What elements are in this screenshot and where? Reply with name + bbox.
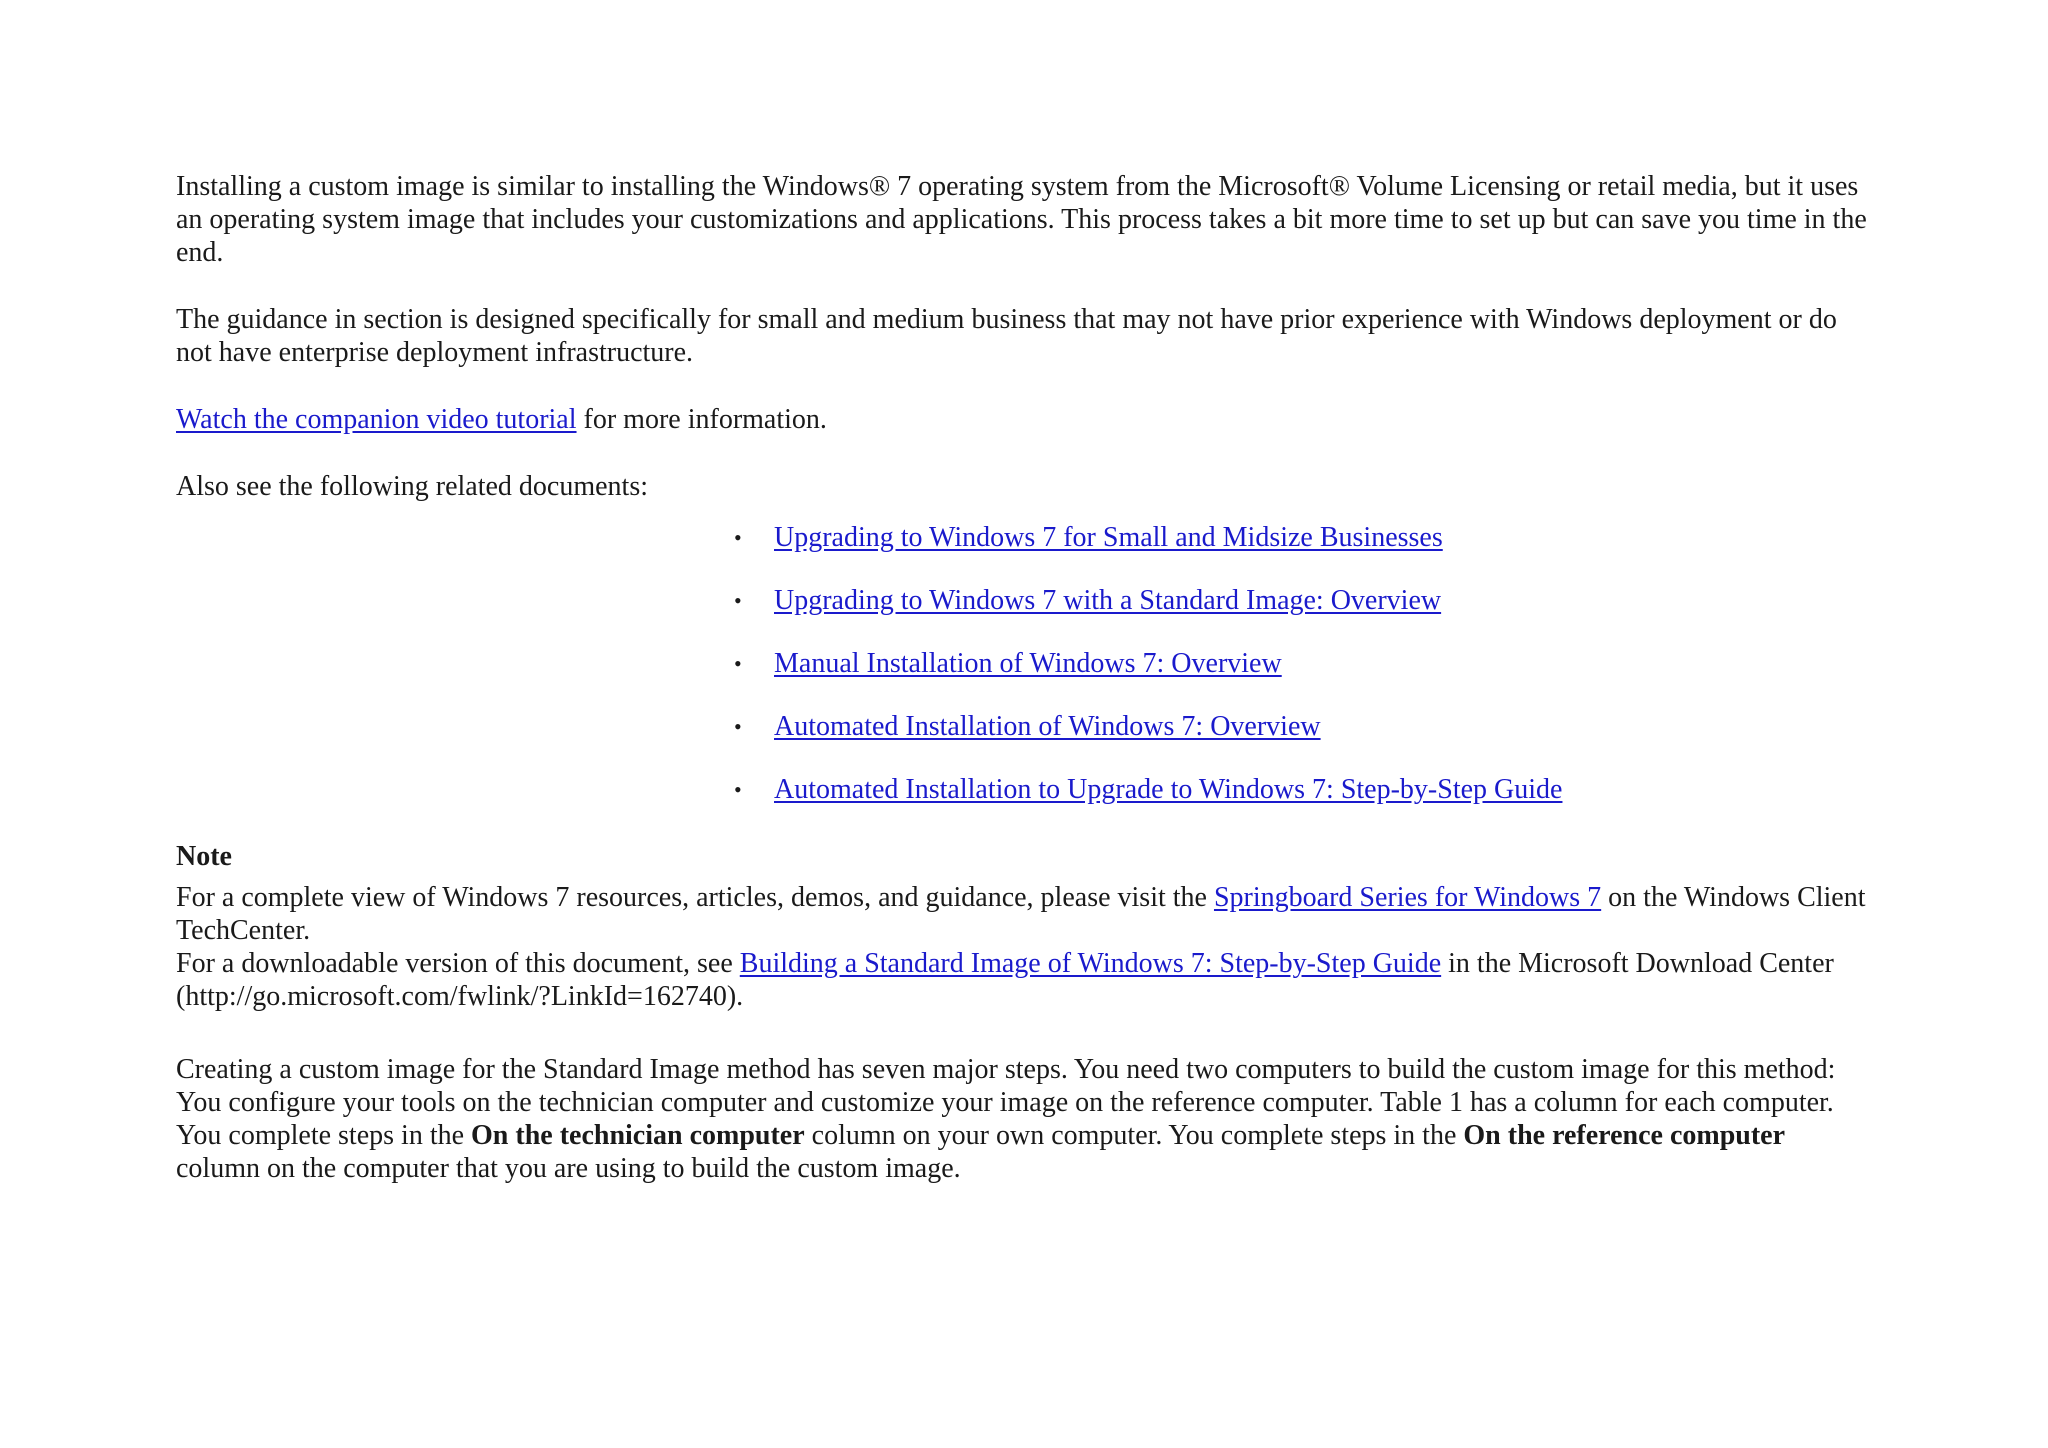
related-link-smb-upgrade[interactable]: Upgrading to Windows 7 for Small and Midsize Businesses bbox=[774, 522, 1443, 553]
steps-text-1: Creating a custom image for the Standard Image method has seven major steps. You need two computers to build the custom image for this method: You configure your tools on the technician computer and customize your image on the reference computer. Table 1 has a column for each computer. You complete steps in the bbox=[176, 1054, 1836, 1151]
note-line2-prefix: For a downloadable version of this document, see bbox=[176, 948, 740, 979]
springboard-series-link[interactable]: Springboard Series for Windows 7 bbox=[1213, 882, 1602, 913]
bullet-icon: • bbox=[734, 777, 742, 802]
note-line1-suffix: on the Windows Client TechCenter. bbox=[176, 882, 1866, 946]
reference-computer-term: On the reference computer bbox=[1463, 1120, 1786, 1151]
note-line-download bbox=[176, 947, 1876, 1013]
video-suffix: for more information. bbox=[576, 404, 827, 435]
related-link-manual-installation[interactable]: Manual Installation of Windows 7: Overview bbox=[774, 648, 1282, 679]
bullet-icon: • bbox=[734, 588, 742, 613]
related-link-automated-installation[interactable]: Automated Installation of Windows 7: Overview bbox=[774, 711, 1321, 742]
note-block bbox=[176, 881, 1876, 1013]
technician-computer-term: On the technician computer bbox=[471, 1120, 805, 1151]
video-paragraph bbox=[176, 403, 1876, 436]
companion-video-link[interactable]: Watch the companion video tutorial bbox=[176, 404, 577, 435]
bullet-icon: • bbox=[734, 651, 742, 676]
document-body bbox=[176, 170, 1876, 1185]
intro-paragraph: Installing a custom image is similar to installing the Windows® 7 operating system from the Microsoft® Volume Licensing or retail media, but it uses an operating system image that includes your customizations and applications. This process takes a bit more time to set up but can save you time in the end. bbox=[176, 171, 1867, 268]
related-link-standard-image-overview[interactable]: Upgrading to Windows 7 with a Standard Image: Overview bbox=[774, 585, 1442, 616]
bullet-icon: • bbox=[734, 525, 742, 550]
steps-text-2: column on your own computer. You complete steps in the bbox=[804, 1120, 1464, 1151]
steps-text-3: column on the computer that you are using to build the custom image. bbox=[176, 1153, 961, 1184]
related-documents-list bbox=[176, 521, 1876, 836]
building-standard-image-link[interactable]: Building a Standard Image of Windows 7: Step-by-Step Guide bbox=[739, 948, 1442, 979]
list-item bbox=[728, 710, 1876, 773]
related-intro: Also see the following related documents: bbox=[176, 471, 648, 502]
guidance-paragraph: The guidance in section is designed specifically for small and medium business that may not have prior experience with Windows deployment or do not have enterprise deployment infrastructure. bbox=[176, 304, 1837, 368]
list-item bbox=[728, 647, 1876, 710]
note-line2-suffix: in the Microsoft Download Center (http://go.microsoft.com/fwlink/?LinkId=162740). bbox=[176, 948, 1834, 1012]
list-item bbox=[728, 521, 1876, 584]
list-item bbox=[728, 773, 1876, 836]
note-heading: Note bbox=[176, 841, 232, 872]
note-line1-prefix: For a complete view of Windows 7 resources, articles, demos, and guidance, please visit the bbox=[176, 882, 1214, 913]
list-item bbox=[728, 584, 1876, 647]
bullet-icon: • bbox=[734, 714, 742, 739]
note-line-springboard bbox=[176, 881, 1876, 947]
steps-paragraph bbox=[176, 1053, 1876, 1185]
related-link-automated-upgrade-guide[interactable]: Automated Installation to Upgrade to Windows 7: Step-by-Step Guide bbox=[774, 774, 1563, 805]
